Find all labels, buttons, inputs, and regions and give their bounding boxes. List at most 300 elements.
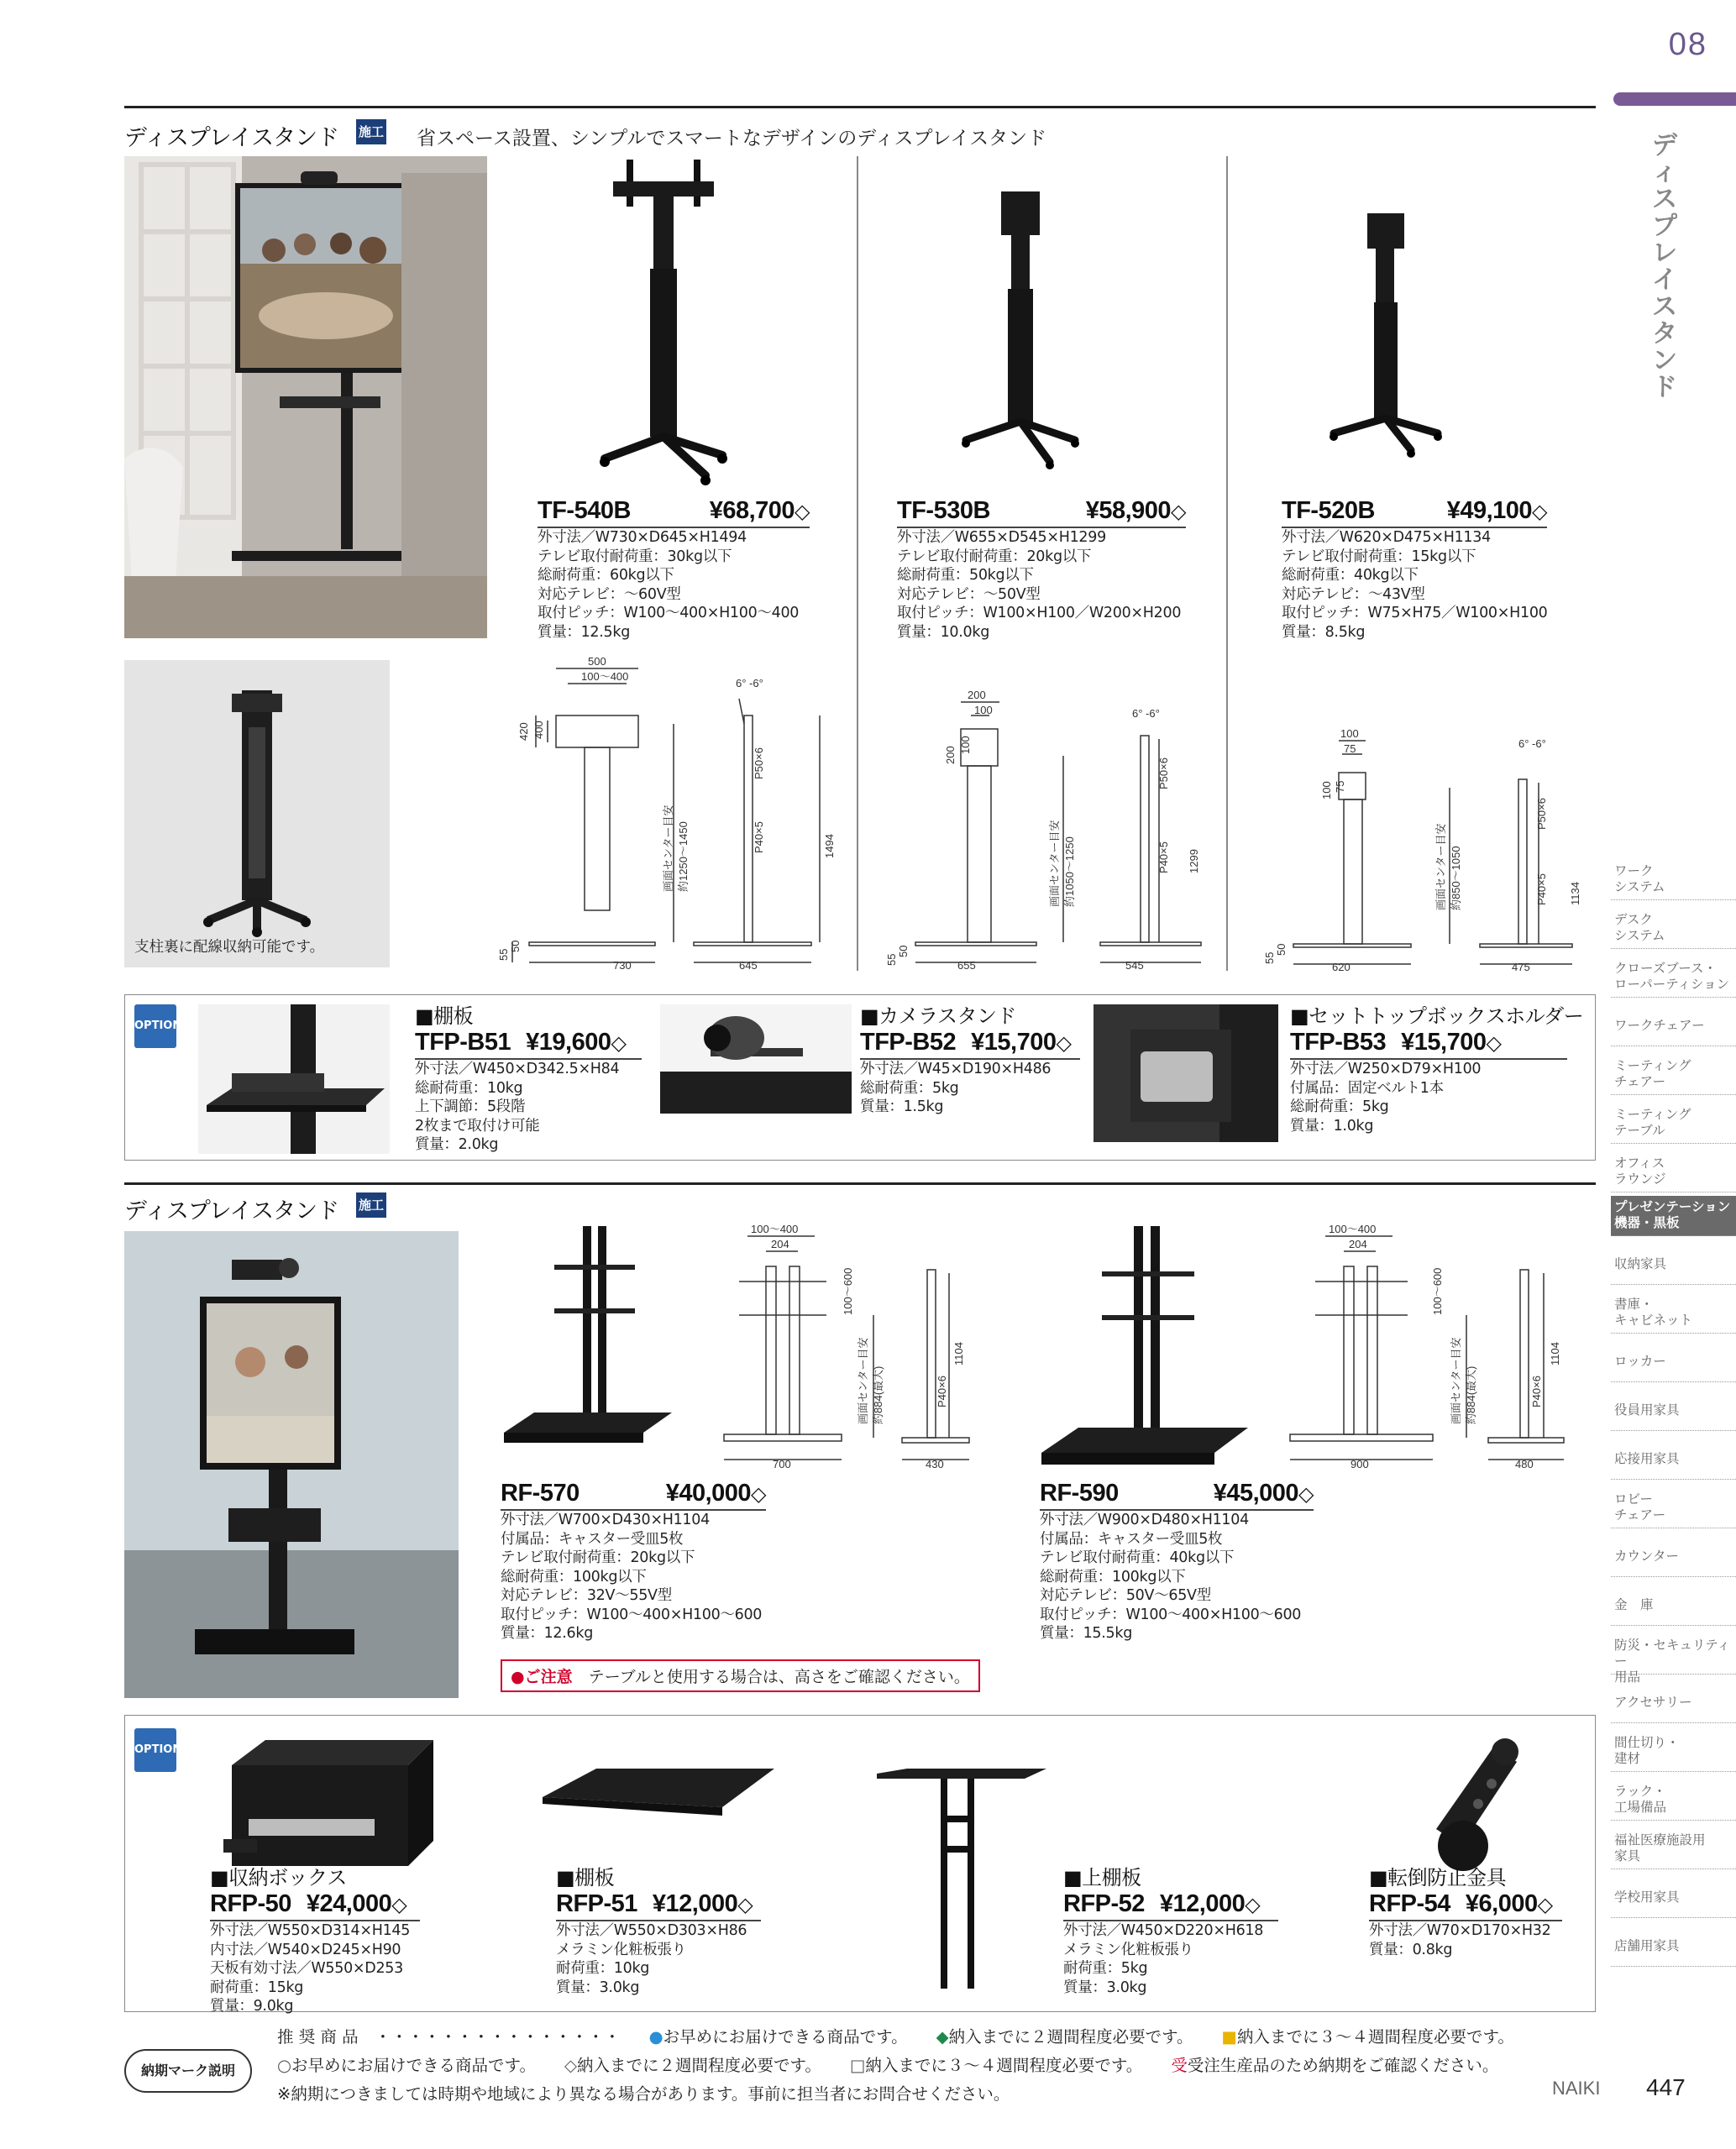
tfp-b53-spec-line: 付属品：固定ベルト1本 bbox=[1290, 1079, 1444, 1097]
d540-h1-label: 420 bbox=[517, 722, 530, 741]
d530-p1-label: P50×6 bbox=[1157, 757, 1170, 789]
sidebar-item-label: 防災・セキュリティー bbox=[1614, 1638, 1730, 1669]
d530-width-label: 200 bbox=[968, 689, 986, 701]
sidebar-item-label: ローパーティション bbox=[1614, 977, 1730, 992]
rf-570-spec-line: 外寸法／W700×D430×H1104 bbox=[501, 1512, 710, 1528]
d570-center-val: 約884(最大) bbox=[872, 1365, 884, 1424]
sidebar-item[interactable] bbox=[1611, 1780, 1736, 1821]
tfp-b51-delivery-mark: ◇ bbox=[611, 1032, 627, 1055]
sidebar-item[interactable] bbox=[1611, 1196, 1736, 1236]
rfp-52-option bbox=[1063, 1861, 1278, 1997]
rfp-52-spec-line: メラミン化粧板張り bbox=[1063, 1941, 1193, 1958]
tf-540b-spec-line: テレビ取付耐荷重：30kg以下 bbox=[538, 548, 732, 565]
section1-subtitle: 省スペース設置、シンプルでスマートなデザインのディスプレイスタンド bbox=[417, 128, 1047, 149]
rfp-54-spec-line: 質量：0.8kg bbox=[1369, 1941, 1453, 1958]
rf-570-spec-line: 対応テレビ：32V～55V型 bbox=[501, 1587, 672, 1604]
sidebar-item-label: 用品 bbox=[1614, 1669, 1641, 1685]
legend-entry bbox=[564, 2056, 821, 2075]
sidebar-item-label: 収納家具 bbox=[1614, 1256, 1667, 1271]
tf-530b-spec-line: 外寸法／W655×D545×H1299 bbox=[897, 529, 1106, 546]
tf-530b-dimension-drawing bbox=[873, 689, 1209, 971]
tf-520b-spec-line: 対応テレビ：～43V型 bbox=[1282, 585, 1425, 603]
d570-height-label: 1104 bbox=[952, 1342, 965, 1365]
caution-note bbox=[501, 1659, 980, 1692]
rf-590-spec-line: 取付ピッチ：W100～400×H100～600 bbox=[1040, 1606, 1302, 1623]
tfp-b52-code: TFP-B52 bbox=[860, 1029, 957, 1056]
d520-b1-label: 55 bbox=[1263, 951, 1276, 964]
rf-590-product bbox=[1040, 1480, 1314, 1643]
rfp-52-photo bbox=[873, 1765, 1048, 1989]
tf-540b-spec-line: 取付ピッチ：W100～400×H100～400 bbox=[538, 605, 800, 621]
rf-590-dimension-drawing bbox=[1273, 1223, 1596, 1471]
rfp-50-spec-line: 質量：9.0kg bbox=[210, 1998, 294, 2015]
rfp-52-spec-line: 質量：3.0kg bbox=[1063, 1979, 1147, 1996]
rf-570-spec-line: 付属品：キャスター受皿5枚 bbox=[501, 1530, 684, 1548]
delivery-legend-row2 bbox=[277, 2052, 1527, 2076]
tf-530b-spec-line: 総耐荷重：50kg以下 bbox=[897, 567, 1034, 584]
rf-570-spec-line: 質量：12.6kg bbox=[501, 1625, 594, 1642]
tfp-b51-spec-line: 質量：2.0kg bbox=[415, 1136, 499, 1153]
legend-symbol: □ bbox=[849, 2056, 866, 2075]
rf-570-illustration bbox=[501, 1223, 672, 1458]
sidebar-item-label: 店舗用家具 bbox=[1614, 1938, 1680, 1953]
tf-540b-spec-line: 対応テレビ：～60V型 bbox=[538, 585, 681, 603]
tfp-b52-delivery-mark: ◇ bbox=[1056, 1032, 1072, 1055]
rf-590-spec-line: 対応テレビ：50V～65V型 bbox=[1040, 1587, 1211, 1604]
rfp-50-spec-line: 内寸法／W540×D245×H90 bbox=[210, 1941, 401, 1958]
section1-top-rule bbox=[124, 106, 1596, 108]
sidebar-item-label: ワークチェアー bbox=[1614, 1018, 1705, 1033]
rfp-52-name-row bbox=[1063, 1890, 1278, 1921]
rfp-52-price: ¥12,000◇ bbox=[1159, 1890, 1261, 1917]
section2-top-rule bbox=[124, 1182, 1596, 1185]
rf-590-spec-line: 付属品：キャスター受皿5枚 bbox=[1040, 1530, 1223, 1548]
d520-center-val: 約850～1050 bbox=[1450, 846, 1462, 910]
rfp-50-spec-line: 天板有効寸法／W550×D253 bbox=[210, 1960, 403, 1977]
sidebar-item-label: テーブル bbox=[1614, 1123, 1665, 1138]
tf-520b-code: TF-520B bbox=[1282, 497, 1375, 524]
tfp-b51-option-name: ■棚板 bbox=[415, 1004, 474, 1028]
tf-540b-product bbox=[538, 497, 810, 642]
d540-b1-label: 55 bbox=[497, 948, 510, 961]
d520-p2-label: P40×5 bbox=[1535, 873, 1548, 905]
d540-center-label: 画面センター目安 bbox=[662, 805, 674, 892]
sidebar-item-label: 間仕切り・ bbox=[1614, 1735, 1680, 1750]
sidebar-item-label: チェアー bbox=[1614, 1074, 1666, 1089]
d590-w-label: 204 bbox=[1349, 1238, 1367, 1250]
rf-570-code: RF-570 bbox=[501, 1480, 580, 1507]
delivery-note: ※納期につきましては時期や地域により異なる場合があります。事前に担当者にお問合せください。 bbox=[277, 2084, 1010, 2104]
rfp-52-spec-line: 耐荷重：5kg bbox=[1063, 1960, 1148, 1977]
sidebar-item[interactable] bbox=[1611, 860, 1736, 900]
tfp-b53-delivery-mark: ◇ bbox=[1486, 1032, 1502, 1055]
cable-storage-photo bbox=[124, 660, 390, 967]
d520-w2-label: 75 bbox=[1344, 742, 1356, 755]
rf-570-spec-line: 総耐荷重：100kg以下 bbox=[501, 1568, 647, 1586]
sidebar-item[interactable] bbox=[1611, 1488, 1736, 1528]
tfp-b53-spec-line: 総耐荷重：5kg bbox=[1290, 1098, 1389, 1115]
tfp-b52-photo bbox=[660, 1004, 852, 1114]
tfp-b51-photo bbox=[198, 1004, 390, 1154]
tf-540b-name-row bbox=[538, 497, 810, 528]
d530-b1-label: 55 bbox=[885, 953, 898, 966]
tfp-b52-spec-line: 総耐荷重：5kg bbox=[860, 1079, 959, 1097]
d530-tilt-label: 6° -6° bbox=[1132, 707, 1160, 720]
legend-symbol: 推 奨 商 品 ・・・・・・・・・・・・・・・ bbox=[277, 2027, 621, 2047]
rfp-50-name-row bbox=[210, 1890, 420, 1921]
rfp-54-price: ¥6,000◇ bbox=[1465, 1890, 1553, 1917]
sidebar-item[interactable] bbox=[1611, 1878, 1736, 1918]
d520-p1-label: P50×6 bbox=[1535, 798, 1548, 830]
sidebar-item-label: 建材 bbox=[1614, 1751, 1641, 1766]
d520-center-label: 画面センター目安 bbox=[1434, 823, 1447, 910]
sidebar-item-label: ラック・ bbox=[1614, 1784, 1666, 1799]
tf-540b-spec-line: 質量：12.5kg bbox=[538, 623, 631, 641]
d570-hpitch-label: 100～600 bbox=[842, 1267, 854, 1315]
sidebar-item-label: 書庫・ bbox=[1614, 1297, 1654, 1312]
d520-tilt-label: 6° -6° bbox=[1518, 737, 1546, 750]
legend-entry bbox=[850, 2056, 1142, 2075]
sidebar-item[interactable] bbox=[1611, 1732, 1736, 1772]
d530-height-label: 1299 bbox=[1188, 849, 1200, 873]
rf-590-spec-line: 総耐荷重：100kg以下 bbox=[1040, 1568, 1186, 1586]
d590-p-label: P40×6 bbox=[1530, 1376, 1543, 1407]
rfp-51-delivery-mark: ◇ bbox=[737, 1894, 753, 1916]
tfp-b51-spec-line: 2枚まで取付け可能 bbox=[415, 1117, 540, 1135]
tfp-b53-name-row bbox=[1290, 1029, 1567, 1060]
chapter-tab-bar bbox=[1613, 92, 1736, 106]
section1-install-badge: 施工 bbox=[356, 119, 386, 144]
rf-590-illustration bbox=[1038, 1223, 1248, 1475]
rf-570-spec-line: 取付ピッチ：W100～400×H100～600 bbox=[501, 1606, 763, 1623]
legend-text: 受注生産品のため納期をご確認ください。 bbox=[1187, 2056, 1499, 2075]
tf-530b-spec-line: テレビ取付耐荷重：20kg以下 bbox=[897, 548, 1092, 565]
tfp-b53-option-name: ■セットトップボックスホルダー bbox=[1290, 1004, 1584, 1028]
d530-center-label: 画面センター目安 bbox=[1048, 820, 1061, 907]
d540-center-val: 約1250～1450 bbox=[677, 821, 690, 892]
tfp-b53-code: TFP-B53 bbox=[1290, 1029, 1387, 1056]
page-number: 447 bbox=[1646, 2074, 1686, 2100]
sidebar-item-label: ラウンジ bbox=[1614, 1171, 1666, 1187]
rfp-52-spec-line: 外寸法／W450×D220×H618 bbox=[1063, 1922, 1264, 1939]
tf-530b-spec-line: 質量：10.0kg bbox=[897, 623, 990, 641]
rfp-51-spec-line: 質量：3.0kg bbox=[556, 1979, 640, 1996]
sidebar-item-label: システム bbox=[1614, 879, 1665, 894]
rfp-54-option-name: ■転倒防止金具 bbox=[1369, 1866, 1507, 1890]
rf-570-spec-line: テレビ取付耐荷重：20kg以下 bbox=[501, 1549, 695, 1566]
legend-symbol: ■ bbox=[1221, 2027, 1237, 2047]
tf-530b-illustration bbox=[949, 188, 1092, 479]
sidebar-item-label: クローズブース・ bbox=[1614, 961, 1717, 976]
tfp-b51-option bbox=[415, 999, 642, 1155]
d540-pitch-label: 100～400 bbox=[581, 670, 629, 683]
tfp-b52-spec-line: 外寸法／W45×D190×H486 bbox=[860, 1061, 1052, 1077]
sidebar-item[interactable] bbox=[1611, 1152, 1736, 1192]
sidebar-item-label: 福祉医療施設用 bbox=[1614, 1832, 1706, 1848]
tfp-b51-spec-line: 外寸法／W450×D342.5×H84 bbox=[415, 1061, 620, 1077]
chapter-number: 08 bbox=[1668, 27, 1707, 62]
legend-symbol: ◆ bbox=[936, 2027, 949, 2047]
d590-height-label: 1104 bbox=[1549, 1342, 1561, 1365]
tf-530b-product bbox=[897, 497, 1186, 642]
rfp-51-code: RFP-51 bbox=[556, 1890, 637, 1917]
sidebar-item-label: ミーティング bbox=[1614, 1058, 1691, 1073]
legend-entry bbox=[277, 2027, 621, 2047]
d520-b2-label: 50 bbox=[1275, 943, 1288, 956]
sidebar-item[interactable] bbox=[1611, 1293, 1736, 1334]
tfp-b53-option bbox=[1290, 999, 1584, 1135]
sidebar-item-label: 工場備品 bbox=[1614, 1800, 1667, 1815]
rfp-54-name-row bbox=[1369, 1890, 1562, 1921]
rf-570-price: ¥40,000◇ bbox=[665, 1480, 766, 1507]
d540-base-d-label: 645 bbox=[739, 959, 758, 972]
sidebar-item[interactable] bbox=[1611, 909, 1736, 949]
sidebar-item-label: ロッカー bbox=[1614, 1354, 1666, 1369]
tf-540b-room-photo bbox=[124, 156, 487, 638]
d540-height-label: 1494 bbox=[823, 834, 836, 858]
sidebar-item[interactable] bbox=[1611, 1634, 1736, 1685]
rfp-50-photo bbox=[215, 1732, 440, 1874]
d570-p-label: P40×6 bbox=[936, 1376, 948, 1407]
rf-590-spec-line: 質量：15.5kg bbox=[1040, 1625, 1133, 1642]
rf-570-room-photo bbox=[124, 1231, 459, 1698]
d530-w2-label: 100 bbox=[974, 704, 993, 716]
sidebar-item[interactable] bbox=[1611, 1537, 1736, 1577]
d590-base-d-label: 480 bbox=[1515, 1458, 1534, 1470]
sidebar-item-label: 役員用家具 bbox=[1614, 1402, 1680, 1418]
sidebar-item-label: 金 庫 bbox=[1614, 1597, 1654, 1612]
rfp-50-price: ¥24,000◇ bbox=[306, 1890, 407, 1917]
d590-hpitch-label: 100～600 bbox=[1431, 1267, 1444, 1315]
legend-text: お早めにお届けできる商品です。 bbox=[291, 2056, 536, 2075]
rfp-52-code: RFP-52 bbox=[1063, 1890, 1145, 1917]
tfp-b51-code: TFP-B51 bbox=[415, 1029, 511, 1056]
rfp-51-spec-line: 耐荷重：10kg bbox=[556, 1960, 650, 1977]
tf-530b-price: ¥58,900◇ bbox=[1085, 497, 1186, 524]
tfp-b53-spec-line: 外寸法／W250×D79×H100 bbox=[1290, 1061, 1482, 1077]
tf-540b-delivery-mark: ◇ bbox=[795, 501, 810, 523]
d540-base-w-label: 730 bbox=[613, 959, 632, 972]
sidebar-item[interactable] bbox=[1611, 1391, 1736, 1431]
d590-base-w-label: 900 bbox=[1351, 1458, 1369, 1470]
tf-520b-spec-line: 質量：8.5kg bbox=[1282, 623, 1366, 641]
tfp-b51-spec-line: 総耐荷重：10kg bbox=[415, 1079, 523, 1097]
rfp-51-option-name: ■棚板 bbox=[556, 1866, 615, 1890]
caution-text: テーブルと使用する場合は、高さをご確認ください。 bbox=[588, 1668, 970, 1686]
rfp-51-photo bbox=[538, 1764, 774, 1831]
rfp-52-delivery-mark: ◇ bbox=[1245, 1894, 1261, 1916]
d530-base-d-label: 545 bbox=[1125, 959, 1144, 972]
sidebar-item[interactable] bbox=[1611, 1103, 1736, 1144]
d540-tilt-label: 6° -6° bbox=[736, 677, 763, 689]
tfp-b53-spec-line: 質量：1.0kg bbox=[1290, 1117, 1374, 1135]
d570-center-label: 画面センター目安 bbox=[857, 1337, 869, 1424]
section2-install-badge: 施工 bbox=[356, 1192, 386, 1218]
d570-pitch-label: 100～400 bbox=[751, 1223, 799, 1235]
rfp-51-spec-line: メラミン化粧板張り bbox=[556, 1941, 686, 1958]
rfp-51-price: ¥12,000◇ bbox=[652, 1890, 753, 1917]
tf-540b-illustration bbox=[580, 156, 747, 492]
sidebar-item-label: システム bbox=[1614, 928, 1665, 943]
rf-590-code: RF-590 bbox=[1040, 1480, 1119, 1507]
rfp-51-spec-line: 外寸法／W550×D303×H86 bbox=[556, 1922, 747, 1939]
legend-text: お早めにお届けできる商品です。 bbox=[663, 2027, 908, 2047]
rfp-54-code: RFP-54 bbox=[1369, 1890, 1450, 1917]
sidebar-item-label: チェアー bbox=[1614, 1507, 1666, 1523]
tf-530b-code: TF-530B bbox=[897, 497, 990, 524]
rfp-52-option-name: ■上棚板 bbox=[1063, 1866, 1141, 1890]
rf-590-spec-line: テレビ取付耐荷重：40kg以下 bbox=[1040, 1549, 1235, 1566]
d520-base-w-label: 620 bbox=[1332, 961, 1351, 973]
brand-name: NAIKI bbox=[1552, 2078, 1601, 2099]
tfp-b53-photo bbox=[1094, 1004, 1278, 1142]
tf-530b-delivery-mark: ◇ bbox=[1171, 501, 1186, 523]
legend-entry bbox=[277, 2056, 536, 2075]
rfp-50-spec-line: 外寸法／W550×D314×H145 bbox=[210, 1922, 411, 1939]
sidebar-item-label: キャビネット bbox=[1614, 1313, 1693, 1328]
tf-520b-product bbox=[1282, 497, 1547, 642]
legend-symbol: ○ bbox=[277, 2056, 292, 2075]
sidebar-item[interactable] bbox=[1611, 957, 1736, 998]
tf-520b-price: ¥49,100◇ bbox=[1446, 497, 1547, 524]
d530-h1-label: 200 bbox=[944, 746, 957, 764]
legend-symbol: ● bbox=[648, 2027, 663, 2047]
column-divider-2 bbox=[1226, 156, 1228, 971]
tf-540b-price: ¥68,700◇ bbox=[709, 497, 810, 524]
rf-570-product bbox=[501, 1480, 766, 1643]
section1-title: ディスプレイスタンド bbox=[124, 125, 339, 151]
d530-center-val: 約1050～1250 bbox=[1063, 836, 1076, 907]
rfp-50-spec-line: 耐荷重：15kg bbox=[210, 1979, 304, 1996]
tf-520b-delivery-mark: ◇ bbox=[1532, 501, 1547, 523]
d530-p2-label: P40×5 bbox=[1157, 841, 1170, 873]
d570-base-w-label: 700 bbox=[773, 1458, 791, 1470]
legend-entry bbox=[1171, 2056, 1498, 2075]
tfp-b51-name-row bbox=[415, 1029, 642, 1060]
tf-540b-code: TF-540B bbox=[538, 497, 631, 524]
sidebar-item[interactable] bbox=[1611, 1926, 1736, 1967]
tf-520b-illustration bbox=[1319, 210, 1453, 462]
rfp-50-option bbox=[210, 1861, 420, 2016]
rf-570-delivery-mark: ◇ bbox=[751, 1483, 766, 1506]
d540-p1-label: P50×6 bbox=[753, 747, 765, 779]
sidebar-item-label: オフィス bbox=[1614, 1156, 1665, 1171]
tf-520b-spec-line: 取付ピッチ：W75×H75／W100×H100 bbox=[1282, 605, 1548, 621]
tf-540b-spec-line: 総耐荷重：60kg以下 bbox=[538, 567, 674, 584]
legend-symbol: 受 bbox=[1171, 2056, 1188, 2075]
sidebar-item[interactable] bbox=[1611, 1055, 1736, 1095]
tf-520b-dimension-drawing bbox=[1251, 729, 1587, 972]
sidebar-item-label: 家具 bbox=[1614, 1848, 1641, 1863]
legend-text: 納入までに２週間程度必要です。 bbox=[948, 2027, 1193, 2047]
sidebar-item[interactable] bbox=[1611, 1683, 1736, 1723]
d590-center-label: 画面センター目安 bbox=[1450, 1337, 1462, 1424]
sidebar-item-label: デスク bbox=[1614, 912, 1653, 927]
tfp-b51-spec-line: 上下調節：5段階 bbox=[415, 1098, 526, 1115]
rfp-54-spec-line: 外寸法／W70×D170×H32 bbox=[1369, 1922, 1551, 1939]
tfp-b52-price: ¥15,700◇ bbox=[971, 1029, 1072, 1056]
rfp-51-name-row bbox=[556, 1890, 761, 1921]
legend-symbol: ◇ bbox=[564, 2056, 577, 2075]
sidebar-item[interactable] bbox=[1611, 1245, 1736, 1285]
d530-base-w-label: 655 bbox=[957, 959, 976, 972]
cable-storage-caption: 支柱裏に配線収納可能です。 bbox=[134, 939, 325, 956]
tf-540b-spec-line: 外寸法／W730×D645×H1494 bbox=[538, 529, 747, 546]
sidebar-item-label: 学校用家具 bbox=[1614, 1890, 1680, 1905]
d540-width-label: 500 bbox=[588, 655, 606, 668]
sidebar-item-label: 応接用家具 bbox=[1614, 1451, 1680, 1466]
sidebar-item[interactable] bbox=[1611, 1342, 1736, 1382]
sidebar-item[interactable] bbox=[1611, 1006, 1736, 1046]
sidebar-item[interactable] bbox=[1611, 1439, 1736, 1480]
sidebar-item-label: アクセサリー bbox=[1614, 1695, 1692, 1710]
legend-entry bbox=[936, 2027, 1193, 2047]
d540-h2-label: 400 bbox=[532, 721, 545, 739]
d570-w-label: 204 bbox=[771, 1238, 789, 1250]
rf-590-price: ¥45,000◇ bbox=[1213, 1480, 1314, 1507]
d590-pitch-label: 100～400 bbox=[1329, 1223, 1377, 1235]
sidebar-item-label: 機器・黒板 bbox=[1614, 1215, 1680, 1230]
tfp-b53-price: ¥15,700◇ bbox=[1401, 1029, 1502, 1056]
legend-text: 納入までに２週間程度必要です。 bbox=[576, 2056, 821, 2075]
tf-530b-spec-line: 取付ピッチ：W100×H100／W200×H200 bbox=[897, 605, 1182, 621]
caution-label: ●ご注意 bbox=[511, 1668, 573, 1686]
legend-entry bbox=[649, 2027, 908, 2047]
d590-center-val: 約884(最大) bbox=[1465, 1365, 1477, 1424]
rf-590-spec-line: 外寸法／W900×D480×H1104 bbox=[1040, 1512, 1249, 1528]
rfp-54-photo bbox=[1411, 1728, 1529, 1874]
rfp-50-option-name: ■収納ボックス bbox=[210, 1866, 347, 1890]
delivery-mark-legend-label: 納期マーク説明 bbox=[124, 2049, 252, 2093]
column-divider-1 bbox=[857, 156, 858, 971]
legend-text: 納入までに３～４週間程度必要です。 bbox=[1236, 2027, 1514, 2047]
section1-option-label: OPTION bbox=[134, 1004, 176, 1048]
d530-b2-label: 50 bbox=[897, 945, 910, 957]
section2-option-label: OPTION bbox=[134, 1728, 176, 1772]
d520-h2-label: 75 bbox=[1334, 780, 1346, 793]
sidebar-item-label: ワーク bbox=[1614, 863, 1654, 878]
sidebar-item[interactable] bbox=[1611, 1829, 1736, 1869]
sidebar-item[interactable] bbox=[1611, 1586, 1736, 1626]
d520-h1-label: 100 bbox=[1320, 781, 1333, 799]
section2-title: ディスプレイスタンド bbox=[124, 1198, 339, 1224]
tfp-b52-name-row bbox=[860, 1029, 1080, 1060]
sidebar-item-label: カウンター bbox=[1614, 1549, 1679, 1564]
legend-entry bbox=[1222, 2027, 1514, 2047]
tf-520b-spec-line: 総耐荷重：40kg以下 bbox=[1282, 567, 1419, 584]
rf-590-name-row bbox=[1040, 1480, 1314, 1511]
rfp-54-option bbox=[1369, 1861, 1562, 1959]
d540-b2-label: 50 bbox=[509, 940, 522, 952]
d520-height-label: 1134 bbox=[1569, 882, 1581, 905]
sidebar-item-label: ミーティング bbox=[1614, 1107, 1691, 1122]
rfp-51-option bbox=[556, 1861, 761, 1997]
tf-530b-name-row bbox=[897, 497, 1186, 528]
legend-text: 納入までに３～４週間程度必要です。 bbox=[865, 2056, 1143, 2075]
rf-570-name-row bbox=[501, 1480, 766, 1511]
tf-540b-dimension-drawing bbox=[496, 655, 836, 972]
d530-h2-label: 100 bbox=[959, 736, 972, 754]
rfp-54-delivery-mark: ◇ bbox=[1537, 1894, 1553, 1916]
tfp-b52-spec-line: 質量：1.5kg bbox=[860, 1098, 944, 1115]
delivery-legend-row1 bbox=[277, 2024, 1543, 2047]
d520-width-label: 100 bbox=[1340, 727, 1359, 740]
tf-520b-spec-line: テレビ取付耐荷重：15kg以下 bbox=[1282, 548, 1476, 565]
tfp-b52-option-name: ■カメラスタンド bbox=[860, 1004, 1016, 1028]
rfp-50-code: RFP-50 bbox=[210, 1890, 291, 1917]
sidebar-item-label: プレゼンテーション bbox=[1614, 1199, 1731, 1214]
sidebar-item-label: ロビー bbox=[1614, 1491, 1653, 1507]
